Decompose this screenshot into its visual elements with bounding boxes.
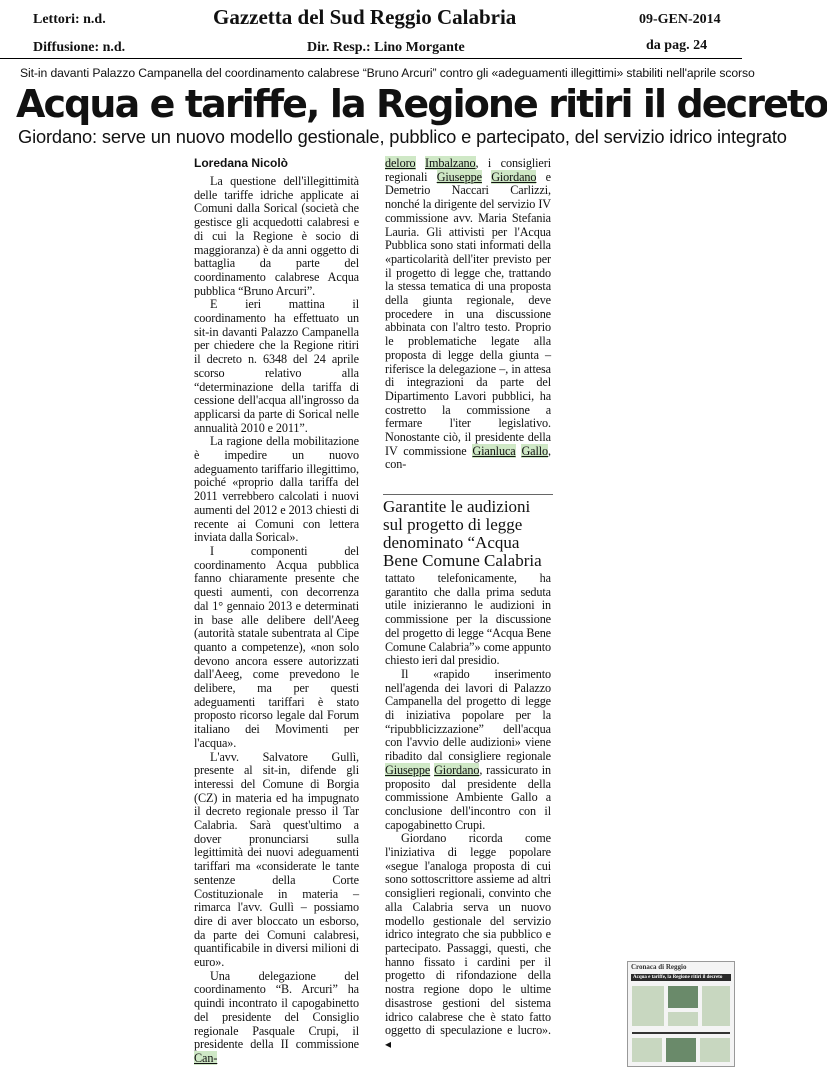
thumbnail-rule — [632, 1032, 730, 1034]
thumbnail-headline: Acqua e tariffe, la Regione ritiri il decreto — [631, 974, 731, 981]
highlighted-name: Giuseppe — [385, 762, 431, 777]
thumbnail-photo — [668, 986, 698, 1008]
thumbnail-text-block — [668, 1012, 698, 1026]
page-label: da pag. 24 — [646, 38, 708, 53]
article-column-3 — [385, 572, 551, 1052]
article-subheadline: Giordano: serve un nuovo modello gestionale, pubblico e partecipato, del servizio idrico integrato — [18, 126, 787, 147]
section-subheading: Garantite le audizioni sul progetto di legge denominato “Acqua Bene Comune Calabria — [383, 494, 553, 570]
highlighted-name: Giordano — [434, 762, 480, 777]
highlighted-name: Can- — [194, 1051, 218, 1065]
article-kicker: Sit-in davanti Palazzo Campanella del coordinamento calabrese “Bruno Arcuri” contro gli «adeguamenti illegittimi» stabiliti nell'aprile scorso — [20, 66, 755, 80]
thumbnail-text-block — [632, 1038, 662, 1062]
thumbnail-text-block — [702, 986, 730, 1026]
newspaper-masthead: Gazzetta del Sud Reggio Calabria — [213, 5, 517, 29]
paragraph: Giordano ricorda come l'iniziativa di legge popolare «segue l'analoga proposta di cui sono sottoscrittore assieme ad altri consiglieri regionali, convinto che alla Calabria serva un nuovo modello gestionale del servizio idrico integrato che sia pubblico e partecipato. Passaggi, questi, che hanno fissato i cardini per il progetto di rifondazione della nostra regione dopo le ultime disastrose gestioni del sistema idrico calabrese che è stato fatto oggetto di speculazione e lucro». ◂ — [385, 831, 551, 1051]
highlighted-name: deloro — [385, 156, 416, 170]
highlighted-name: Giordano — [491, 169, 537, 184]
highlighted-name: Gianluca — [472, 443, 516, 458]
paragraph: deloro Imbalzano, i consiglieri regionali Giuseppe Giordano e Demetrio Naccari Carlizzi, nonché la dirigente del servizio IV commissione avv. Maria Stefania Lauria. Gli attivisti per l'Acqua Pubblica sono stati informati della «particolarità dell'iter previsto per il progetto di legge che, trattando la stessa tematica di una proposta della giunta regionale, deve procedere in una discussione abbinata con l'altro testo. Proprio le problematiche legate alla proposta di legge della giunta – riferisce la delegazione –, in attesa di integrazioni da parte del Dipartimento Lavori pubblici, ha costretto la commissione a fermare l'iter legislativo. Nonostante ciò, il presidente della IV commissione Gianluca Gallo, con- — [385, 156, 551, 472]
thumbnail-photo — [666, 1038, 696, 1062]
paragraph: Il «rapido inserimento nell'agenda dei lavori di Palazzo Campanella del progetto di legge di iniziativa popolare per la “ripubblicizzazione” dell'acqua con l'avvio delle audizioni» viene ribadito dal consigliere regionale Giuseppe Giordano, rassicurato in proposito dal presidente della commissione Ambiente Gallo a conclusione dell'incontro con il capogabinetto Crupi. — [385, 666, 551, 832]
highlighted-name: Gallo — [521, 443, 549, 458]
paragraph: I componenti del coordinamento Acqua pubblica fanno chiaramente presente che questi aumenti, con decorrenza dal 1° gennaio 2013 e determinati in base alle delibere dell'Aeeg (autorità statale subentrata al Cipe quanto a competenze), «non solo devono ancora essere autorizzati dall'Aeeg, come prevedono le delibere, ma per questi adeguamenti tariffari è stato proposto ricorso legale dal Forum italiano dei Movimenti per l'acqua». — [194, 543, 359, 750]
highlighted-name: Imbalzano — [424, 156, 476, 170]
highlighted-name: Giuseppe — [436, 169, 482, 184]
article-column-2 — [385, 157, 551, 472]
date-label: 09-GEN-2014 — [639, 12, 721, 27]
diffusione-label: Diffusione: n.d. — [33, 40, 126, 55]
paragraph: L'avv. Salvatore Gullì, presente al sit-in, difende gli interessi del Comune di Borgia (CZ) in materia ed ha impugnato il decreto regionale presso il Tar Calabria. Sarà quest'ultimo a dover pronunciarsi sulla legittimità dei nuovi adeguamenti tariffari ma «considerate le tante sentenze della Corte Costituzionale in materia – rimarca l'avv. Gullì – possiamo dire di aver bloccato un esborso, da parte dei Comuni calabresi, quantificabile in diversi milioni di euro». — [194, 749, 359, 970]
header-rule — [0, 58, 742, 59]
paragraph: Una delegazione del coordinamento “B. Arcuri” ha quindi incontrato il capogabinetto del presidente del Consiglio regionale Pasquale Crupi, il presidente della II commissione Can- — [194, 968, 359, 1065]
thumbnail-text-block — [700, 1038, 730, 1062]
lettori-label: Lettori: n.d. — [33, 12, 106, 27]
article-byline: Loredana Nicolò — [194, 156, 289, 170]
page-thumbnail — [627, 961, 735, 1067]
paragraph: tattato telefonicamente, ha garantito che dalla prima seduta utile inizieranno le audizioni in commissione per la discussione del progetto di legge “Acqua Bene Comune Calabria”» come appunto chiesto ieri dal presidio. — [385, 571, 551, 668]
paragraph: E ieri mattina il coordinamento ha effettuato un sit-in davanti Palazzo Campanella per chiedere che la Regione ritiri il decreto n. 6348 del 24 aprile scorso relativo alla “determinazione della tariffa di cessione dell'acqua all'ingrosso da applicarsi da parte di Sorical nelle annualità 2010 e 2011”. — [194, 297, 359, 435]
paragraph: La questione dell'illegittimità delle tariffe idriche applicate ai Comuni dalla Sorical (società che gestisce gli acquedotti calabresi e di cui la Regione è socio di maggioranza) è da anni oggetto di battaglia da parte del coordinamento calabrese Acqua pubblica “Bruno Arcuri”. — [194, 174, 359, 298]
article-headline: Acqua e tariffe, la Regione ritiri il decreto — [16, 82, 827, 126]
paragraph: La ragione della mobilitazione è impedire un nuovo adeguamento tariffario illegittimo, poiché «proprio dalla tariffa del 2011 verrebbero calcolati i nuovi aumenti del 2012 e 2013 chiesti di recente ai Comuni con lettera inviata dalla Sorical». — [194, 434, 359, 545]
thumbnail-text-block — [632, 986, 664, 1026]
director-label: Dir. Resp.: Lino Morgante — [307, 40, 465, 55]
thumbnail-label: Cronaca di Reggio — [631, 963, 687, 971]
article-column-1 — [194, 175, 359, 1066]
